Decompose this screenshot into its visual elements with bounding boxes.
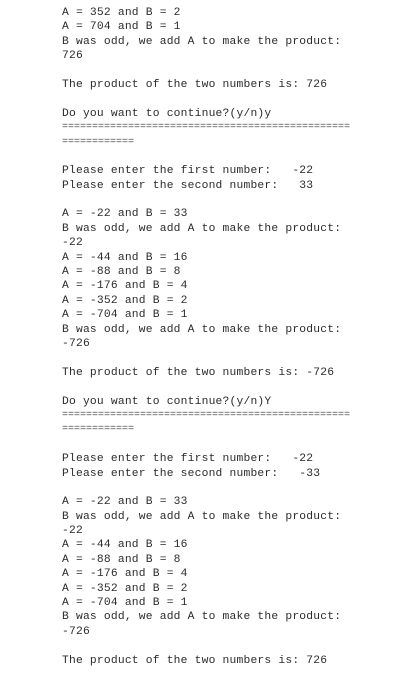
console-line: A = -704 and B = 1 [62,597,188,610]
console-line: Do you want to continue?(y/n)y [62,107,272,120]
console-line: -726 [62,625,90,638]
console-line: B was odd, we add A to make the product: [62,35,342,48]
console-line: The product of the two numbers is: 726 [62,654,328,667]
separator-line: ============ [62,424,135,436]
console-line: Please enter the second number: 33 [62,179,314,192]
blank-line [62,481,407,495]
console-line: A = 352 and B = 2 [62,7,181,19]
console-line: A = -704 and B = 1 [62,309,188,322]
console-line: Please enter the first number: -22 [62,165,314,178]
console-line: A = -352 and B = 2 [62,294,188,307]
console-line: A = -22 and B = 33 [62,208,188,221]
blank-line [62,351,407,365]
console-line: B was odd, we add A to make the product: [62,510,342,523]
console-line: 726 [62,50,83,63]
separator-line: ================================================ [62,409,351,421]
blank-line [62,193,407,207]
blank-line [62,438,407,452]
console-line: B was odd, we add A to make the product: [62,323,342,336]
blank-line [62,92,407,106]
console-line: A = -44 and B = 16 [62,539,188,552]
console-line: -22 [62,237,83,250]
console-line: A = -88 and B = 8 [62,266,181,279]
console-line: A = -44 and B = 16 [62,251,188,264]
console-line: Do you want to continue?(y/n)Y [62,395,272,408]
console-line: B was odd, we add A to make the product: [62,222,342,235]
console-line: B was odd, we add A to make the product: [62,611,342,624]
blank-line [62,380,407,394]
console-line: Please enter the first number: -22 [62,453,314,466]
console-line: A = -22 and B = 33 [62,496,188,509]
console-line: -22 [62,525,83,538]
console-line: A = -176 and B = 4 [62,568,188,581]
blank-line [62,64,407,78]
console-line: A = -88 and B = 8 [62,553,181,566]
separator-line: ================================================ [62,122,351,134]
blank-line [62,150,407,164]
console-line: A = -352 and B = 2 [62,582,188,595]
blank-line [62,639,407,653]
console-line: A = 704 and B = 1 [62,21,181,34]
console-line: A = -176 and B = 4 [62,280,188,293]
console-line: -726 [62,337,90,350]
console-line: The product of the two numbers is: 726 [62,78,328,91]
console-line: Please enter the second number: -33 [62,467,321,480]
console-line: The product of the two numbers is: -726 [62,366,335,379]
separator-line: ============ [62,136,135,148]
console-output [62,6,407,668]
